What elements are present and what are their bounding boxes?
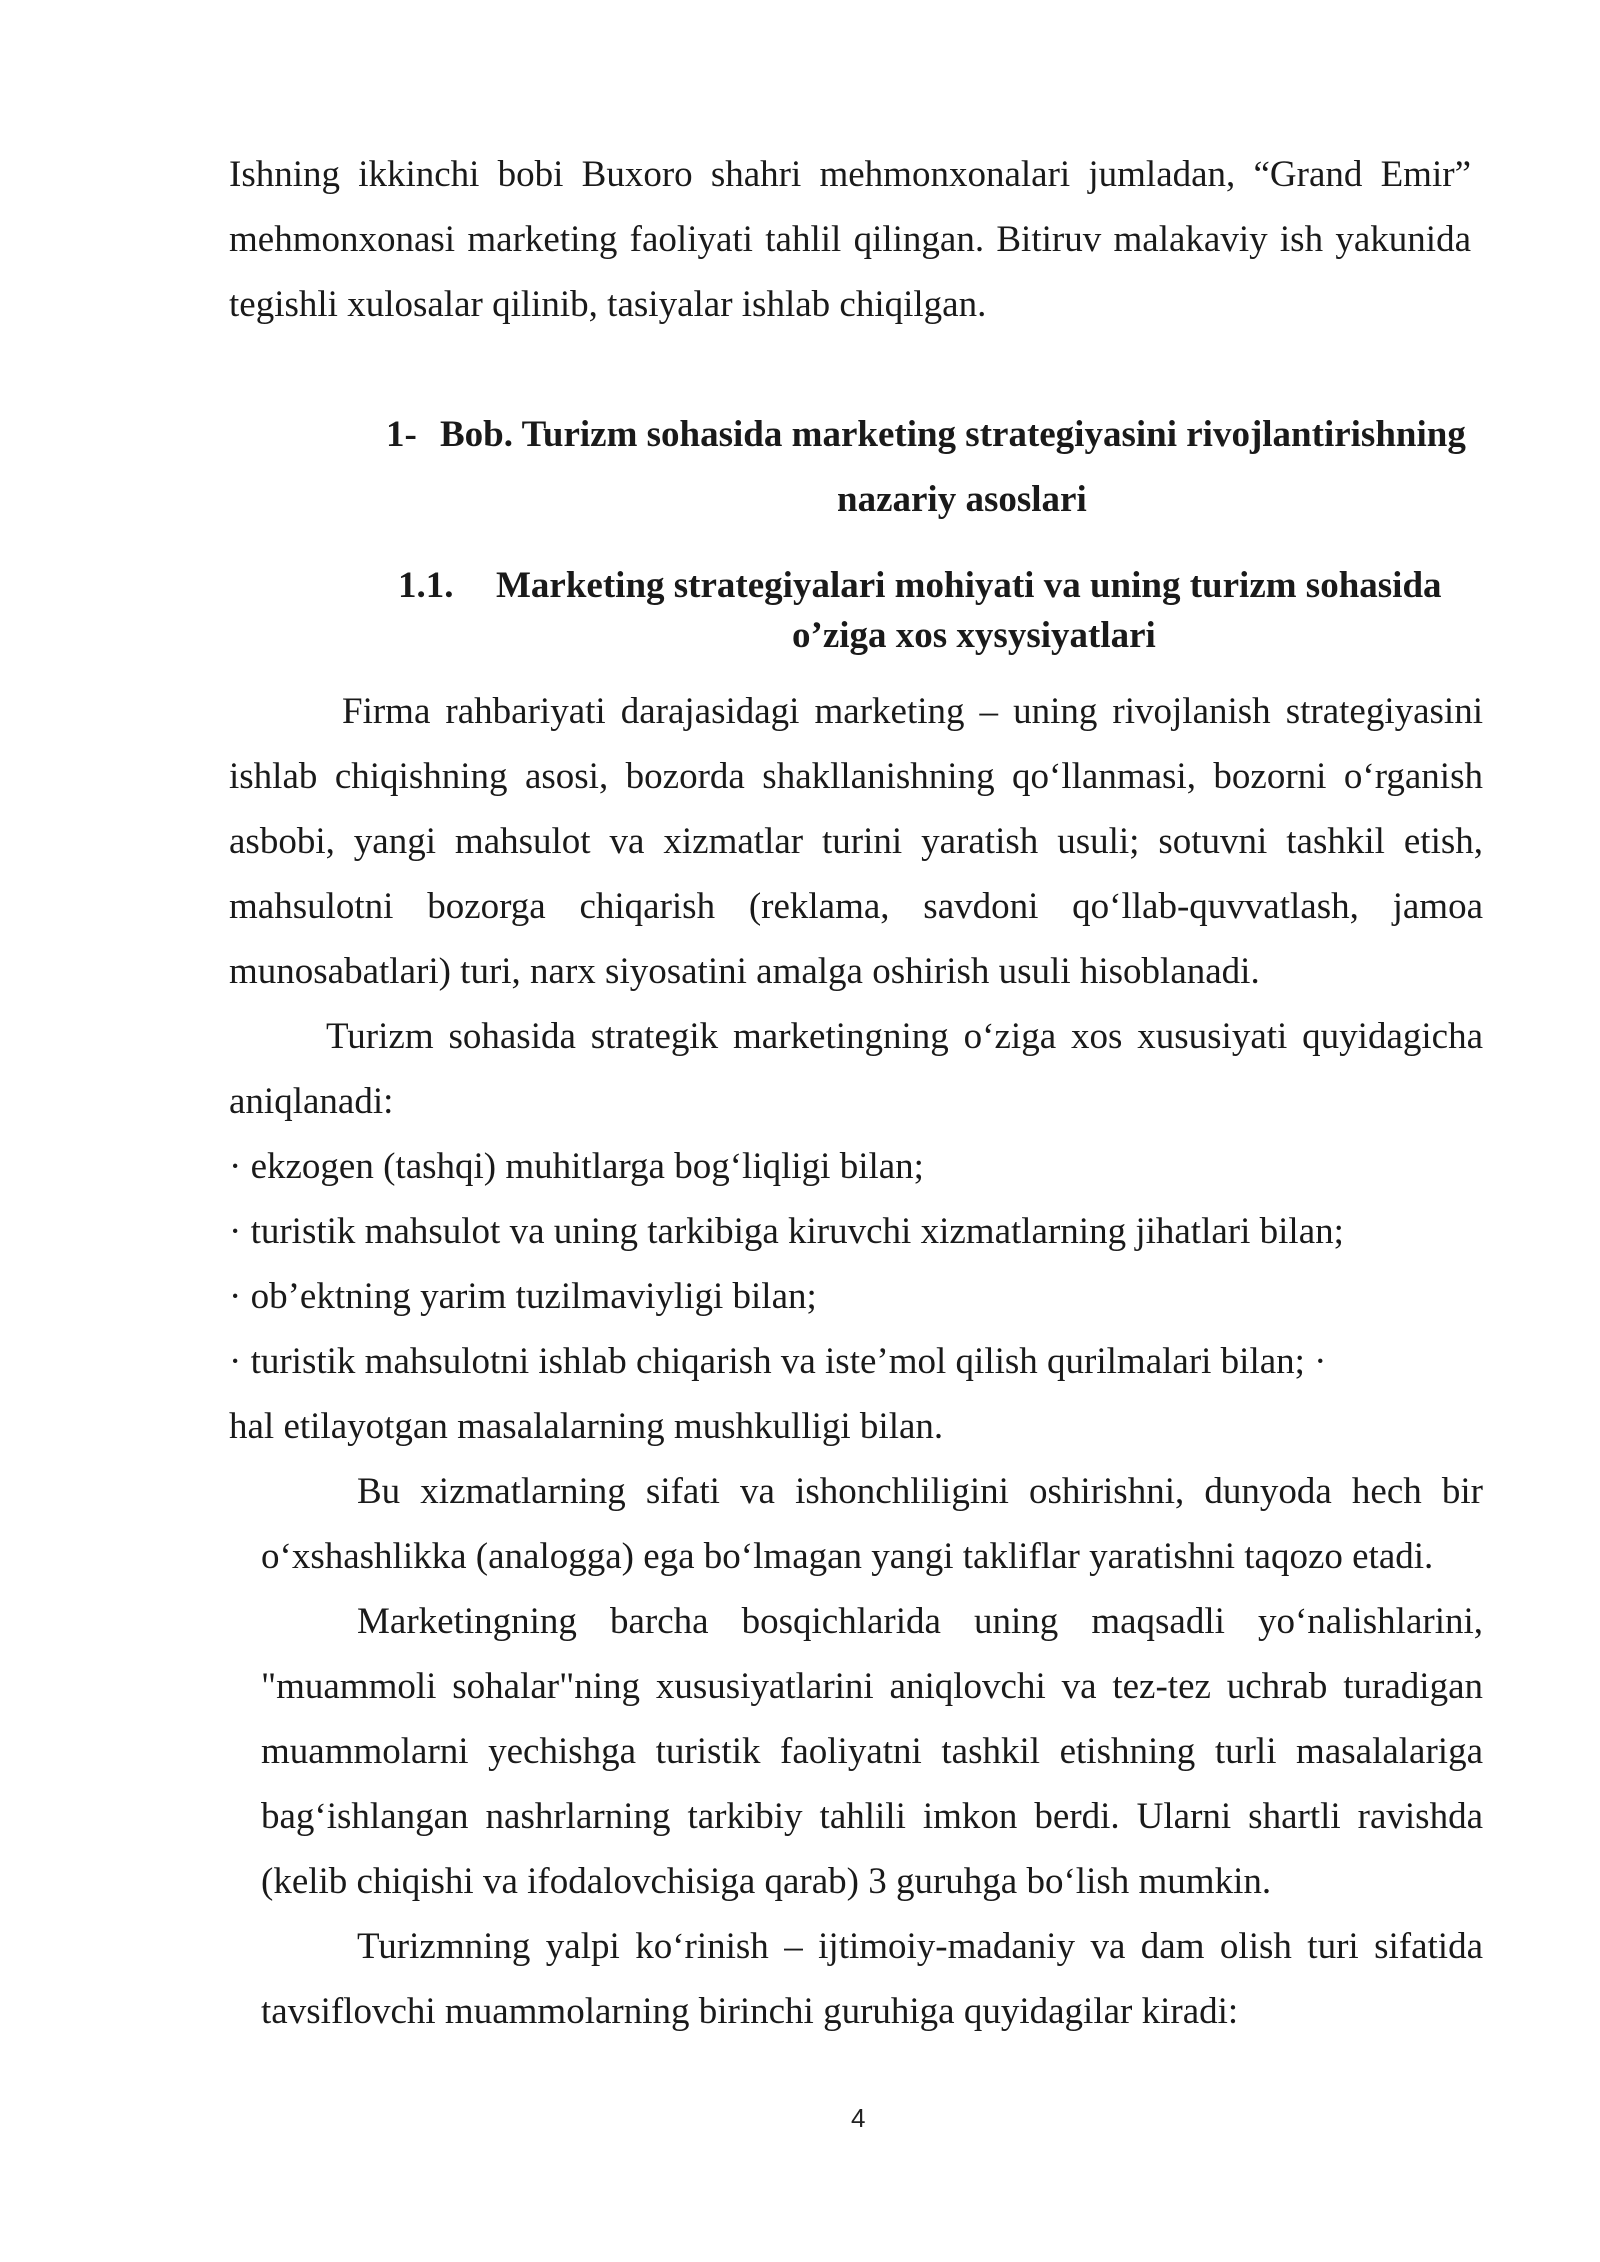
- bullet-item-4: · turistik mahsulotni ishlab chiqarish va iste’mol qilish qurilmalari bilan; ·: [229, 1341, 1327, 1382]
- para5-line-2: tavsiflovchi muammolarning birinchi guruhiga quyidagilar kiradi:: [261, 1991, 1239, 2032]
- para1-line-3: asbobi, yangi mahsulot va xizmatlar turini yaratish usuli; sotuvni tashkil etish,: [229, 821, 1483, 862]
- para2-line-2: aniqlanadi:: [229, 1081, 394, 1122]
- para4-line-4: bag‘ishlangan nashrlarning tarkibiy tahlili imkon berdi. Ularni shartli ravishda: [261, 1796, 1483, 1837]
- section-title-line-1: Marketing strategiyalari mohiyati va uning turizm sohasida: [496, 565, 1442, 606]
- chapter-title-line-1: Bob. Turizm sohasida marketing strategiyasini rivojlantirishning: [440, 414, 1466, 455]
- para3-line-2: o‘xshashlikka (analogga) ega bo‘lmagan yangi takliflar yaratishni taqozo etadi.: [261, 1536, 1434, 1577]
- intro-line-3: tegishli xulosalar qilinib, tasiyalar ishlab chiqilgan.: [229, 284, 987, 325]
- intro-line-2: mehmonxonasi marketing faoliyati tahlil qilingan. Bitiruv malakaviy ish yakunida: [229, 219, 1471, 260]
- chapter-number: 1-: [386, 414, 417, 455]
- bullet-item-1: · ekzogen (tashqi) muhitlarga bog‘liqligi bilan;: [229, 1146, 924, 1187]
- para4-line-3: muammolarni yechishga turistik faoliyatni tashkil etishning turli masalalariga: [261, 1731, 1483, 1772]
- para4-line-5: (kelib chiqishi va ifodalovchisiga qarab) 3 guruhga bo‘lish mumkin.: [261, 1861, 1272, 1902]
- para1-line-5: munosabatlari) turi, narx siyosatini amalga oshirish usuli hisoblanadi.: [229, 951, 1260, 992]
- bullet-item-2: · turistik mahsulot va uning tarkibiga kiruvchi xizmatlarning jihatlari bilan;: [229, 1211, 1344, 1252]
- section-number: 1.1.: [398, 565, 454, 606]
- para3-line-1: Bu xizmatlarning sifati va ishonchliligini oshirishni, dunyoda hech bir: [357, 1471, 1483, 1512]
- para1-line-2: ishlab chiqishning asosi, bozorda shakllanishning qo‘llanmasi, bozorni o‘rganish: [229, 756, 1483, 797]
- para1-line-4: mahsulotni bozorga chiqarish (reklama, savdoni qo‘llab-quvvatlash, jamoa: [229, 886, 1483, 927]
- section-title-line-2: o’ziga xos xysysiyatlari: [792, 615, 1156, 656]
- para4-line-2: "muammoli sohalar"ning xususiyatlarini aniqlovchi va tez-tez uchrab turadigan: [261, 1666, 1483, 1707]
- bullet-item-3: · ob’ektning yarim tuzilmaviyligi bilan;: [229, 1276, 817, 1317]
- para1-line-1: Firma rahbariyati darajasidagi marketing – uning rivojlanish strategiyasini: [342, 691, 1483, 732]
- bullet-item-5: hal etilayotgan masalalarning mushkulligi bilan.: [229, 1406, 944, 1447]
- para4-line-1: Marketingning barcha bosqichlarida uning maqsadli yo‘nalishlarini,: [357, 1601, 1483, 1642]
- page-number: 4: [851, 2103, 866, 2133]
- chapter-title-line-2: nazariy asoslari: [837, 479, 1087, 520]
- intro-line-1: Ishning ikkinchi bobi Buxoro shahri mehmonxonalari jumladan, “Grand Emir”: [229, 154, 1471, 195]
- para2-line-1: Turizm sohasida strategik marketingning o‘ziga xos xususiyati quyidagicha: [326, 1016, 1483, 1057]
- para5-line-1: Turizmning yalpi ko‘rinish – ijtimoiy-madaniy va dam olish turi sifatida: [357, 1926, 1483, 1967]
